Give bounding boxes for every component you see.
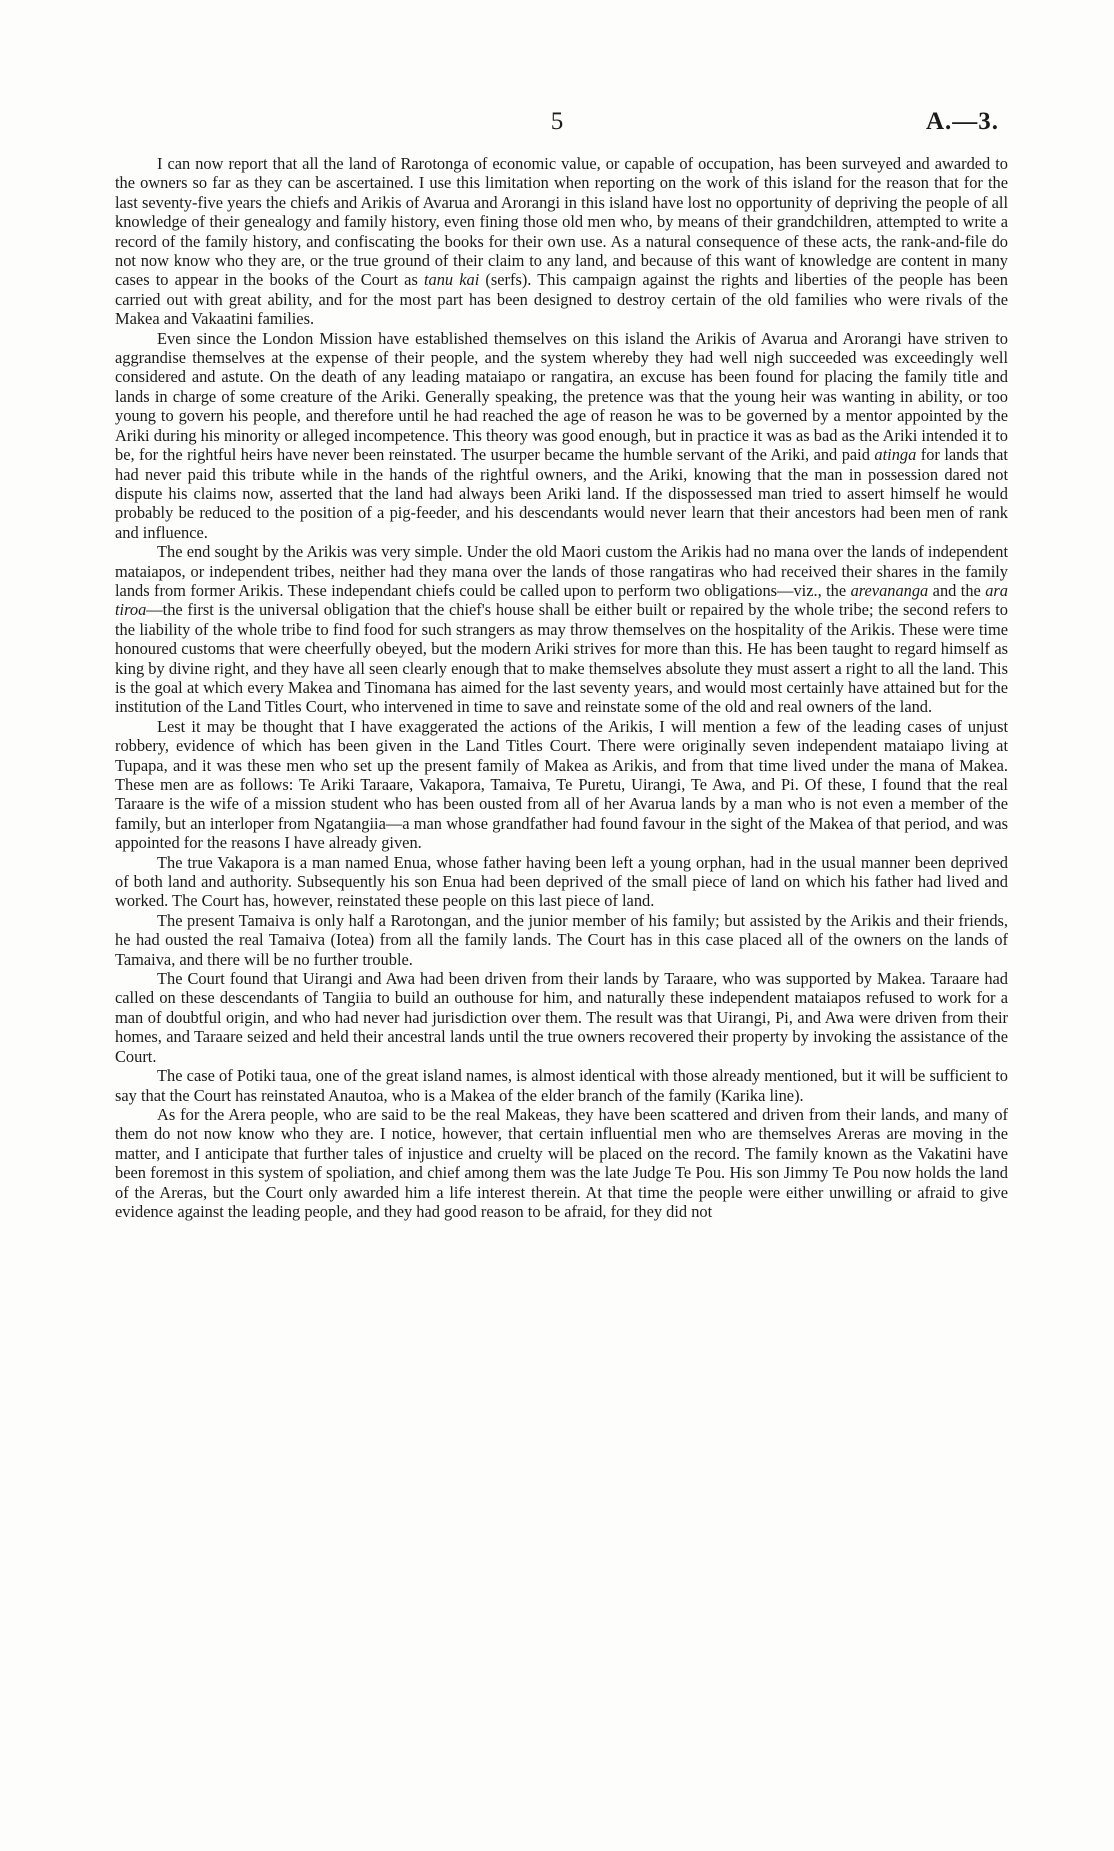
text-run: The case of Potiki taua, one of the great island names, is almost identical with those already mentioned, but it will be sufficient to say that the Court has reinstated Anautoa, who is a Makea of the elder branch of the family (Karika line). (115, 1066, 1008, 1105)
italic-term: arevananga (850, 580, 929, 600)
text-run: The true Vakapora is a man named Enua, whose father having been left a young orphan, had in the usual manner been deprived of both land and authority. Subsequently his son Enua had been deprived of the small piece of land on which his father had lived and worked. The Court has, however, reinstated these people on this last piece of land. (115, 852, 1008, 911)
paragraph (115, 1066, 1008, 1105)
italic-term: tanu kai (423, 270, 480, 290)
text-run: for lands that had never paid this tribute while in the hands of the rightful owners, and the Ariki, knowing that the man in possession dared not dispute his claims now, asserted that the land had always been Ariki land. If the dispossessed man tried to assert himself he would probably be reduced to the position of a pig-feeder, and his descendants would never learn that their ancestors had been men of rank and influence. (115, 445, 1008, 542)
text-run: Even since the London Mission have established themselves on this island the Arikis of Avarua and Arorangi have striven to aggrandise themselves at the expense of their people, and the system whereby they had well nigh succeeded was exceedingly well considered and astute. On the death of any leading mataiapo or rangatira, an excuse has been found for placing the family title and lands in charge of some creature of the Ariki. Generally speaking, the pretence was that the young heir was wanting in ability, or too young to govern his people, and therefore until he had reached the age of reason he was to be governed by a mentor appointed by the Ariki during his minority or alleged incompetence. This theory was good enough, but in practice it was as bad as the Ariki intended it to be, for the rightful heirs have never been reinstated. The usurper became the humble servant of the Ariki, and paid (115, 328, 1008, 465)
text-run: As for the Arera people, who are said to be the real Makeas, they have been scattered and driven from their lands, and many of them do not now know who they are. I notice, however, that certain influential men who are themselves Areras are moving in the matter, and I anticipate that further tales of injustice and cruelty will be placed on the record. The family known as the Vakatini have been foremost in this system of spoliation, and chief among them was the late Judge Te Pou. His son Jimmy Te Pou now holds the land of the Areras, but the Court only awarded him a life interest therein. At that time the people were either unwilling or afraid to give evidence against the leading people, and they had good reason to be afraid, for they did not (115, 1104, 1008, 1221)
paragraph (115, 969, 1008, 1066)
paragraph (115, 853, 1008, 911)
paragraph (115, 154, 1008, 329)
text-run: The Court found that Uirangi and Awa had been driven from their lands by Taraare, who was supported by Makea. Taraare had called on these descendants of Tangiia to build an outhouse for him, and naturally these independent mataiapos refused to work for a man of doubtful origin, and who had never had jurisdiction over them. The result was that Uirangi, Pi, and Awa were driven from their homes, and Taraare seized and held their ancestral lands until the true owners recovered their property by invoking the assistance of the Court. (115, 969, 1008, 1066)
paragraph (115, 717, 1008, 853)
text-run: The present Tamaiva is only half a Rarotongan, and the junior member of his family; but assisted by the Arikis and their friends, he had ousted the real Tamaiva (Iotea) from all the family lands. The Court has in this case placed all of the owners on the lands of Tamaiva, and there will be no further trouble. (115, 910, 1008, 969)
text-run: and the (928, 580, 986, 600)
italic-term: ara tiroa (115, 580, 1009, 620)
text-run: —the first is the universal obligation that the chief's house shall be either built or repaired by the whole tribe; the second refers to the liability of the whole tribe to find food for such strangers as may throw themselves on the hospitality of the Arikis. These were time honoured customs that were cheerfully obeyed, but the modern Ariki strives for more than this. He has been taught to regard himself as king by divine right, and they have all seen clearly enough that to make themselves absolute they must assert a right to all the land. This is the goal at which every Makea and Tinomana has aimed for the last seventy years, and would most certainly have attained but for the institution of the Land Titles Court, who intervened in time to save and reinstate some of the old and real owners of the land. (115, 600, 1008, 717)
paragraph (115, 542, 1008, 717)
italic-term: atinga (874, 445, 917, 465)
page-number: 5 (550, 108, 564, 135)
body-text (115, 154, 1008, 1221)
text-run: Lest it may be thought that I have exaggerated the actions of the Arikis, I will mention a few of the leading cases of unjust robbery, evidence of which has been given in the Land Titles Court. There were originally seven independent mataiapo living at Tupapa, and it was these men who set up the present family of Makea as Arikis, and from that time lived under the mana of Makea. These men are as follows: Te Ariki Taraare, Vakapora, Tamaiva, Te Puretu, Uirangi, Te Awa, and Pi. Of these, I found that the real Taraare is the wife of a mission student who has been ousted from all of her Avarua lands by a man who is not even a member of the family, but an interloper from Ngatangiia—a man whose grandfather had found favour in the sight of the Makea of that period, and was appointed for the reasons I have already given. (115, 716, 1008, 853)
paragraph (115, 329, 1008, 542)
page-header (115, 108, 999, 142)
paragraph (115, 1105, 1008, 1221)
text-run: (serfs). This campaign against the rights and liberties of the people has been carried out with great ability, and for the most part has been designed to destroy certain of the old families who were rivals of the Makea and Vakaatini families. (115, 270, 1008, 329)
paragraph (115, 911, 1008, 969)
text-run: The end sought by the Arikis was very simple. Under the old Maori custom the Arikis had no mana over the lands of independent mataiapos, or independent tribes, neither had they mana over the lands of those rangatiras who had received their shares in the family lands from former Arikis. These independant chiefs could be called upon to perform two obligations—viz., the (115, 542, 1008, 600)
document-reference: A.—3. (925, 108, 999, 135)
text-run: I can now report that all the land of Rarotonga of economic value, or capable of occupation, has been surveyed and awarded to the owners so far as they can be ascertained. I use this limitation when reporting on the work of this island for the reason that for the last seventy-five years the chiefs and Arikis of Avarua and Arorangi in this island have lost no opportunity of depriving the people of all knowledge of their genealogy and family history, even fining those old men who, by means of their grandchildren, attempted to write a record of the family history, and confiscating the books for their own use. As a natural consequence of these acts, the rank-and-file do not now know who they are, or the true ground of their claim to any land, and because of this want of knowledge are content in many cases to appear in the books of the Court as (115, 154, 1008, 290)
